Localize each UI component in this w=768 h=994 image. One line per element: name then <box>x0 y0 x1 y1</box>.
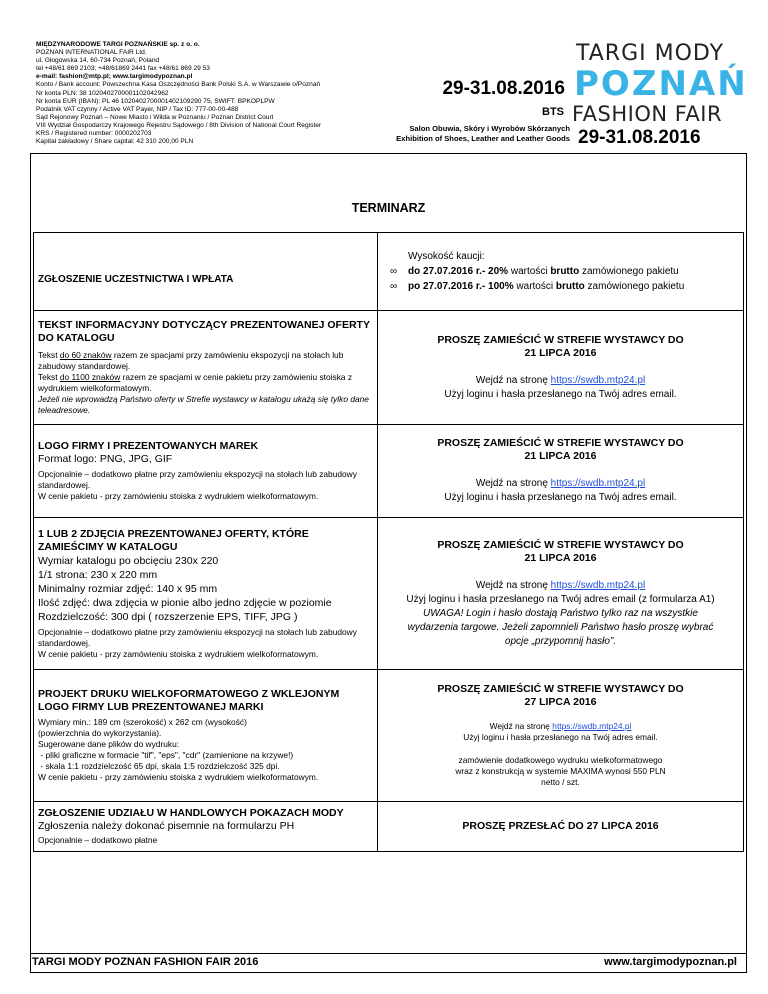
exhibitor-zone-link[interactable]: https://swdb.mtp24.pl <box>550 478 646 489</box>
instruction-text: Wejdź na stronę https://swdb.mtp24.pl <box>475 374 646 386</box>
infinity-bullet-icon: ∞ <box>390 266 398 277</box>
exhibitor-zone-link[interactable]: https://swdb.mtp24.pl <box>552 721 632 731</box>
login-instruction: Użyj loginu i hasła przesłanego na Twój adres email. <box>444 388 677 400</box>
login-instruction: Użyj loginu i hasła przesłanego na Twój adres email (z formularza A1) <box>406 593 715 605</box>
deadline-text: PROSZĘ ZAMIEŚCIĆ W STREFIE WYSTAWCY DO 21 LIPCA 2016 <box>437 437 684 462</box>
instruction-text: Wejdź na stronę https://swdb.mtp24.pl <box>475 579 646 591</box>
company-line: Nr konta PLN: 38 1020402700001102042962 <box>36 89 169 97</box>
row-left-cell <box>34 670 378 802</box>
row-right-cell <box>378 518 744 670</box>
row-left-cell <box>34 233 378 311</box>
company-line: tel +48/61 869 2103; +48/61869 2441 fax +48/61 869 29 53 <box>36 65 210 73</box>
row-text: W cenie pakietu - przy zamówieniu stoiska z wydrukiem wielkoformatowym. <box>38 491 319 501</box>
row-text: Opcjonalnie – dodatkowo płatne <box>38 835 158 845</box>
event-subtitle-en: Exhibition of Shoes, Leather and Leather Goods <box>396 134 570 143</box>
footer-website-link[interactable]: www.targimodypoznan.pl <box>604 956 737 968</box>
row-text: (powierzchnia do wykorzystania). <box>38 728 162 738</box>
table-row <box>34 518 744 670</box>
company-line: Podatnik VAT czynny / Active VAT Payer, NIP / Tax ID: 777-00-00-488 <box>36 105 239 113</box>
company-name: MIĘDZYNARODOWE TARGI POZNAŃSKIE sp. z o. o. <box>36 41 200 48</box>
row-text: - pliki graficzne w formacie "tif", "eps", "cdr" (zamienione na krzywe!) <box>38 750 294 760</box>
row-left-cell <box>34 802 378 852</box>
company-line: POZNAN INTERNATIONAL FAIR Ltd. <box>36 49 147 57</box>
row-subheading: Zgłoszenia należy dokonać pisemnie na formularzu PH <box>38 820 295 832</box>
row-text: Wymiary min.: 189 cm (szerokość) x 262 cm (wysokość) <box>38 717 247 727</box>
row-text: Tekst do 1100 znaków razem ze spacjami w cenie pakietu przy zamówieniu stoiska z wydrukiem wielkoformatowym. <box>38 372 353 393</box>
infinity-bullet-icon: ∞ <box>390 281 398 292</box>
logo-line-2: POZNAŃ <box>574 64 748 104</box>
exhibitor-zone-link[interactable]: https://swdb.mtp24.pl <box>550 374 646 386</box>
list-item: ∞ do 27.07.2016 r.- 20% wartości brutto zamówionego pakietu <box>390 266 679 277</box>
deposit-intro: Wysokość kaucji: <box>408 251 485 262</box>
table-row <box>34 670 744 802</box>
row-text: Rozdzielczość: 300 dpi ( rozszerzenie EPS, TIFF, JPG ) <box>38 610 298 623</box>
logo-line-3: FASHION FAIR <box>572 102 723 126</box>
row-text: - skala 1:1 rozdzielczość 65 dpi, skala 1:5 rozdzielczość 325 dpi. <box>38 761 280 771</box>
page-title: TERMINARZ <box>351 201 426 215</box>
logo-line-1: TARGI MODY <box>576 41 725 66</box>
row-heading: TEKST INFORMACYJNY DOTYCZĄCY PREZENTOWANEJ OFERTY DO KATALOGU <box>38 319 370 344</box>
print-order-note: zamówienie dodatkowego wydruku wielkoformatowego wraz z konstrukcją w systemie MAXIMA wynosi 550 PLN netto / szt. <box>455 755 666 787</box>
company-email[interactable]: e-mail: fashion@mtp.pl; www.targimodypoznan.pl <box>36 73 193 81</box>
row-heading: ZGŁOSZENIE UDZIAŁU W HANDLOWYCH POKAZACH MODY <box>38 807 344 819</box>
row-heading: 1 LUB 2 ZDJĘCIA PREZENTOWANEJ OFERTY, KTÓRE ZAMIEŚCIMY W KATALOGU <box>38 527 309 553</box>
event-code: BTS <box>542 106 564 118</box>
table-row <box>34 233 744 311</box>
row-text: Ilość zdjęć: dwa zdjęcia w pionie albo jedno zdjęcie w poziomie <box>38 596 332 609</box>
row-text: 1/1 strona: 230 x 220 mm <box>38 568 158 581</box>
row-text: Minimalny rozmiar zdjęć: 140 x 95 mm <box>38 582 218 595</box>
company-line: Kapitał zakładowy / Share capital: 42 310 200,00 PLN <box>36 138 194 146</box>
company-line: KRS / Registered number: 0000202703 <box>36 130 152 138</box>
deposit-info <box>382 249 739 294</box>
row-subheading: Format logo: PNG, JPG, GIF <box>38 453 173 465</box>
company-line: Konto / Bank account: Powszechna Kasa Oszczędności Bank Polski S.A. w Warszawie o/Poznań <box>36 81 321 89</box>
fair-logo <box>572 42 747 150</box>
row-right-cell <box>378 311 744 425</box>
login-instruction: Użyj loginu i hasła przesłanego na Twój adres email. <box>444 492 677 503</box>
company-line: Sąd Rejonowy Poznań – Nowe Miasto i Wilda w Poznaniu / Poznan District Court <box>36 113 274 121</box>
table-row <box>34 802 744 852</box>
deadline-text: PROSZĘ ZAMIEŚCIĆ W STREFIE WYSTAWCY DO 27 LIPCA 2016 <box>437 683 684 708</box>
list-item: ∞ po 27.07.2016 r.- 100% wartości brutto zamówionego pakietu <box>390 281 685 292</box>
table-row <box>34 311 744 425</box>
login-instruction: Użyj loginu i hasła przesłanego na Twój adres email. <box>463 732 658 742</box>
event-date: 29-31.08.2016 <box>442 78 565 99</box>
row-left-cell <box>34 425 378 518</box>
row-text: Wymiar katalogu po obcięciu 230x 220 <box>38 554 219 567</box>
row-text: Sugerowane dane plików do wydruku: <box>38 739 180 749</box>
deadline-text: PROSZĘ PRZESŁAĆ DO 27 LIPCA 2016 <box>462 820 659 832</box>
row-left-cell <box>34 311 378 425</box>
logo-date: 29-31.08.2016 <box>578 127 701 148</box>
row-text: Opcjonalnie – dodatkowo płatne przy zamówieniu ekspozycji na stołach lub zabudowy standardowej. <box>38 626 357 648</box>
row-text: Tekst do 60 znaków razem ze spacjami przy zamówieniu ekspozycji na stołach lub zabudowy standardowej. <box>38 350 344 371</box>
row-heading: ZGŁOSZENIE UCZESTNICTWA I WPŁATA <box>38 274 234 285</box>
deadline-text: PROSZĘ ZAMIEŚCIĆ W STREFIE WYSTAWCY DO 21 LIPCA 2016 <box>437 333 684 359</box>
schedule-table <box>33 232 744 852</box>
instruction-text: Wejdź na stronę https://swdb.mtp24.pl <box>475 478 646 489</box>
deadline-text: PROSZĘ ZAMIEŚCIĆ W STREFIE WYSTAWCY DO 21 LIPCA 2016 <box>437 538 684 564</box>
row-heading: PROJEKT DRUKU WIELKOFORMATOWEGO Z WKLEJONYM LOGO FIRMY LUB PREZENTOWANEJ MARKI <box>38 688 340 713</box>
event-subtitle-pl: Salon Obuwia, Skóry i Wyrobów Skórzanych <box>409 124 570 133</box>
instruction-text: Wejdź na stronę https://swdb.mtp24.pl <box>489 721 632 731</box>
footer-title: TARGI MODY POZNAN FASHION FAIR 2016 <box>32 956 259 968</box>
company-line: ul. Głogowska 14, 60-734 Poznań, Poland <box>36 57 160 65</box>
row-text: W cenie pakietu - przy zamówieniu stoiska z wydrukiem wielkoformatowym. <box>38 648 319 659</box>
table-row <box>34 425 744 518</box>
login-warning: UWAGA! Login i hasło dostają Państwo tylko raz na wszystkie wydarzenia targowe. Jeżeli zapomnieli Państwo hasło proszę wybrać opcje „przypomnij hasło”. <box>407 607 714 647</box>
company-line: VIII Wydział Gospodarczy Krajowego Rejestru Sądowego / 8th Division of National Court Register <box>36 121 322 129</box>
company-line: Nr konta EUR (IBAN): PL 46 1020402700001402109290 75, SWIFT: BPKOPLPW <box>36 97 275 105</box>
row-left-cell <box>34 518 378 670</box>
row-text: W cenie pakietu - przy zamówieniu stoiska z wydrukiem wielkoformatowym. <box>38 772 319 782</box>
row-right-cell <box>378 670 744 802</box>
row-note: Jeżeli nie wprowadzą Państwo oferty w Strefie wystawcy w katalogu ukażą się tylko dane teleadresowe. <box>38 394 369 415</box>
row-heading: LOGO FIRMY I PREZENTOWANYCH MAREK <box>38 440 259 452</box>
exhibitor-zone-link[interactable]: https://swdb.mtp24.pl <box>550 579 646 591</box>
row-right-cell <box>378 425 744 518</box>
row-right-cell <box>378 802 744 852</box>
row-text: Opcjonalnie – dodatkowo płatne przy zamówieniu ekspozycji na stołach lub zabudowy standardowej. <box>38 469 357 490</box>
schedule-frame <box>30 153 747 954</box>
row-right-cell <box>378 233 744 311</box>
event-block <box>365 78 570 144</box>
